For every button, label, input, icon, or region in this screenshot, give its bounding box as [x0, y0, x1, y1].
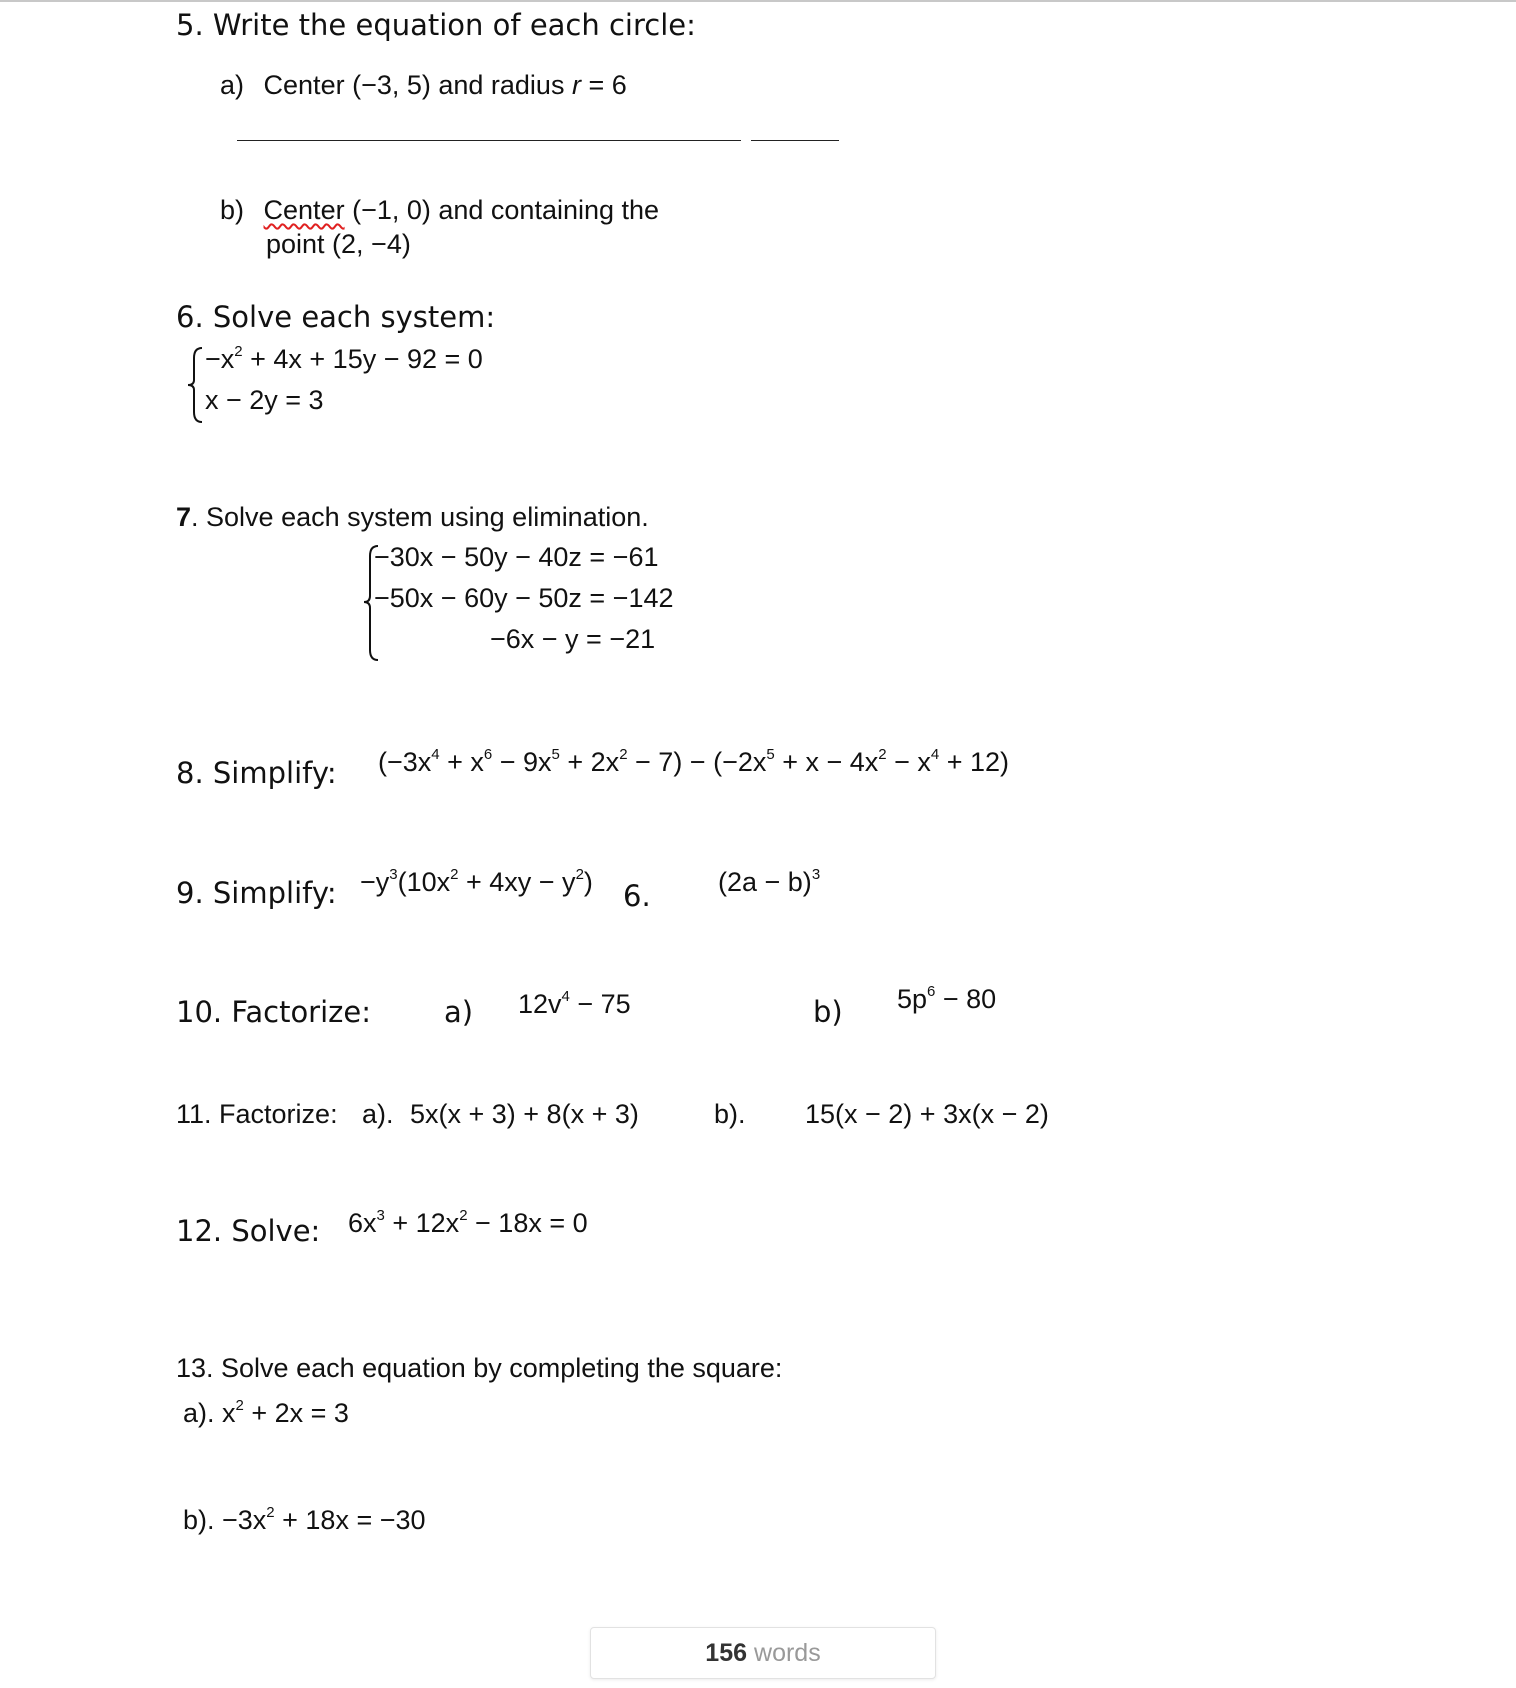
- q5a-text-post: = 6: [580, 70, 627, 100]
- expression-part: + 4xy − y: [458, 867, 576, 897]
- q5b-spellcheck-word[interactable]: Center: [263, 195, 345, 225]
- q6-eq2: x − 2y = 3: [205, 385, 324, 415]
- expression-part: + 2x = 3: [243, 1398, 349, 1428]
- exponent: 3: [376, 1207, 385, 1224]
- word-count-indicator[interactable]: [590, 1627, 936, 1679]
- q5b-line1: (−1, 0) and containing the: [344, 195, 660, 225]
- q5b: [220, 195, 659, 226]
- expression-part: + 18x = −30: [274, 1505, 426, 1535]
- q5a-var: r: [571, 70, 581, 100]
- word-count-number: 156: [705, 1638, 748, 1667]
- q11-heading: 11. Factorize:: [176, 1099, 338, 1129]
- q6-eq1-exponent: 2: [234, 343, 243, 360]
- expression-part: + x − 4x: [774, 747, 879, 777]
- exponent: 2: [450, 866, 459, 883]
- q5a-answer-line: [237, 128, 839, 146]
- q6-eq1: [205, 344, 483, 375]
- expression-part: − 18x = 0: [467, 1208, 588, 1238]
- q9-heading: 9. Simplify:: [176, 876, 337, 910]
- q10a-expression: [518, 989, 631, 1020]
- expression-part: − 80: [935, 984, 997, 1014]
- expression-part: b). −3x: [183, 1505, 267, 1535]
- expression-part: − 75: [569, 989, 631, 1019]
- q5a: [220, 70, 627, 101]
- exponent: 5: [766, 746, 775, 763]
- q7-eq2: −50x − 60y − 50z = −142: [374, 583, 674, 613]
- exponent: 4: [930, 746, 940, 763]
- expression-part: + x: [439, 747, 484, 777]
- exponent: 3: [811, 866, 821, 883]
- expression-part: (10x: [397, 867, 451, 897]
- q13-heading: 13. Solve each equation by completing the square:: [176, 1353, 783, 1383]
- expression-part: (−3x: [378, 747, 432, 777]
- expression-part: 5p: [897, 984, 928, 1014]
- q13b: [183, 1505, 426, 1536]
- exponent: 2: [619, 746, 628, 763]
- expression-part: −y: [360, 867, 390, 897]
- expression-part: + 12x: [384, 1208, 460, 1238]
- q6-brace: [186, 346, 206, 424]
- expression-part: 6x: [348, 1208, 377, 1238]
- expression-part: − x: [886, 747, 931, 777]
- q13a: [183, 1398, 349, 1429]
- q11a-label: a).: [362, 1099, 394, 1129]
- q11a-expression: 5x(x + 3) + 8(x + 3): [410, 1099, 639, 1129]
- page-top-border: [0, 0, 1516, 2]
- exponent: 5: [551, 746, 560, 763]
- q6-eq1-rest: + 4x + 15y − 92 = 0: [242, 344, 483, 374]
- expression-part: − 7) − (−2x: [627, 747, 767, 777]
- exponent: 6: [483, 746, 493, 763]
- answer-line-short: [751, 140, 839, 141]
- q8-expression: [378, 747, 1009, 778]
- q7-heading-text: . Solve each system using elimination.: [191, 502, 649, 532]
- exponent: 6: [927, 983, 936, 1000]
- q11b-label: b).: [714, 1099, 746, 1129]
- q10-heading: 10. Factorize:: [176, 995, 371, 1029]
- q5-heading: 5. Write the equation of each circle:: [176, 8, 696, 42]
- q10a-label: a): [444, 995, 474, 1029]
- q10b-label: b): [813, 995, 843, 1029]
- q6-eq1-part: −x: [205, 344, 235, 374]
- q7-eq1: −30x − 50y − 40z = −61: [374, 542, 659, 572]
- expression-part: + 2x: [559, 747, 620, 777]
- q6-heading: 6. Solve each system:: [176, 300, 496, 334]
- q7-heading: [176, 502, 649, 533]
- q7-eq3: −6x − y = −21: [490, 624, 656, 654]
- q5a-text: Center (−3, 5) and radius: [263, 70, 572, 100]
- expression-part: ): [583, 867, 593, 897]
- exponent: 2: [878, 746, 887, 763]
- q5a-label: a): [220, 70, 245, 100]
- expression-part: 12v: [518, 989, 562, 1019]
- expression-part: a). x: [183, 1398, 236, 1428]
- word-count-label: words: [754, 1638, 821, 1667]
- expression-part: − 9x: [492, 747, 552, 777]
- exponent: 3: [389, 866, 398, 883]
- q8-heading: 8. Simplify:: [176, 756, 337, 790]
- answer-line-long: [237, 140, 741, 141]
- q11b-expression: 15(x − 2) + 3x(x − 2): [805, 1099, 1049, 1129]
- expression-part: + 12): [939, 747, 1010, 777]
- q5b-label: b): [220, 195, 245, 225]
- q10b-expression: [897, 984, 996, 1015]
- q7-number: 7: [176, 502, 192, 532]
- exponent: 4: [431, 746, 440, 763]
- q9-expression: [360, 867, 593, 898]
- exponent: 4: [561, 988, 570, 1005]
- exponent: 2: [266, 1504, 275, 1521]
- q9-number-6: 6.: [623, 879, 651, 913]
- exponent: 2: [459, 1207, 468, 1224]
- exponent: 2: [575, 866, 584, 883]
- exponent: 2: [235, 1397, 244, 1414]
- expression-part: (2a − b): [718, 867, 812, 897]
- q5b-line2: point (2, −4): [266, 229, 411, 259]
- q9-expression-2: [718, 867, 820, 898]
- q12-heading: 12. Solve:: [176, 1214, 321, 1248]
- q12-expression: [348, 1208, 588, 1239]
